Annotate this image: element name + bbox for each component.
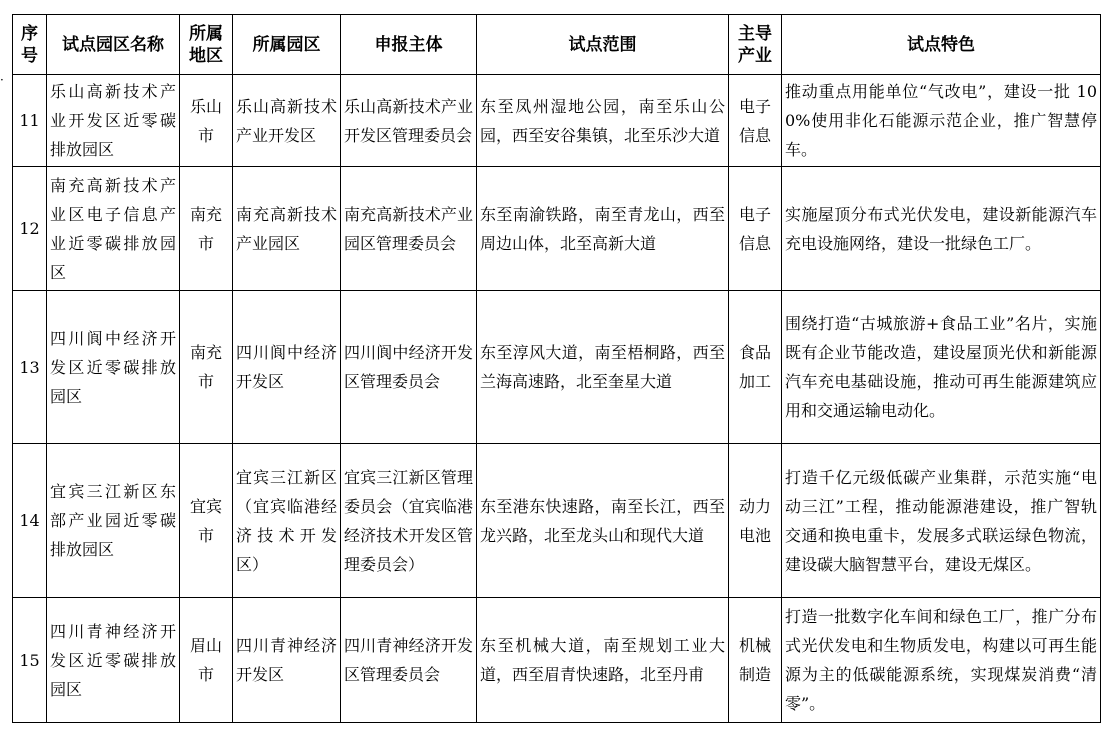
table-row — [13, 75, 1101, 167]
features: 实施屋顶分布式光伏发电，建设新能源汽车充电设施网络，建设一批绿色工厂。 — [782, 167, 1101, 291]
scope: 东至机械大道，南至规划工业大道，西至眉青快速路，北至丹甫 — [477, 598, 729, 723]
header-industry: 主导产业 — [729, 15, 782, 75]
header-features: 试点特色 — [782, 15, 1101, 75]
applicant: 南充高新技术产业园区管理委员会 — [341, 167, 477, 291]
park: 四川青神经济开发区 — [233, 598, 341, 723]
region: 南充市 — [180, 167, 233, 291]
industry: 电子信息 — [729, 167, 782, 291]
row-num: 12 — [13, 167, 47, 291]
row-num: 13 — [13, 291, 47, 444]
region: 眉山市 — [180, 598, 233, 723]
header-num: 序号 — [13, 15, 47, 75]
header-scope: 试点范围 — [477, 15, 729, 75]
margin-mark: · — [0, 73, 4, 87]
industry: 电子信息 — [729, 75, 782, 167]
park-name: 四川阆中经济开发区近零碳排放园区 — [47, 291, 180, 444]
park: 乐山高新技术产业开发区 — [233, 75, 341, 167]
park-name: 四川青神经济开发区近零碳排放园区 — [47, 598, 180, 723]
table-header-row — [13, 15, 1101, 75]
scope: 东至淳风大道，南至梧桐路，西至兰海高速路，北至奎星大道 — [477, 291, 729, 444]
applicant: 四川阆中经济开发区管理委员会 — [341, 291, 477, 444]
applicant: 宜宾三江新区管理委员会（宜宾临港经济技术开发区管理委员会） — [341, 444, 477, 598]
features: 围绕打造“古城旅游+食品工业”名片，实施既有企业节能改造，建设屋顶光伏和新能源汽车充电基础设施，推动可再生能源建筑应用和交通运输电动化。 — [782, 291, 1101, 444]
features: 打造千亿元级低碳产业集群，示范实施“电动三江”工程，推动能源港建设，推广智轨交通和换电重卡，发展多式联运绿色物流，建设碳大脑智慧平台，建设无煤区。 — [782, 444, 1101, 598]
scope: 东至凤州湿地公园，南至乐山公园，西至安谷集镇，北至乐沙大道 — [477, 75, 729, 167]
scope: 东至南渝铁路，南至青龙山，西至周边山体，北至高新大道 — [477, 167, 729, 291]
table-row — [13, 167, 1101, 291]
industry: 动力电池 — [729, 444, 782, 598]
park-name: 乐山高新技术产业开发区近零碳排放园区 — [47, 75, 180, 167]
scope: 东至港东快速路，南至长江，西至龙兴路，北至龙头山和现代大道 — [477, 444, 729, 598]
region: 宜宾市 — [180, 444, 233, 598]
region: 乐山市 — [180, 75, 233, 167]
row-num: 11 — [13, 75, 47, 167]
industry: 机械制造 — [729, 598, 782, 723]
park: 宜宾三江新区（宜宾临港经济技术开发区） — [233, 444, 341, 598]
applicant: 四川青神经济开发区管理委员会 — [341, 598, 477, 723]
table-row — [13, 598, 1101, 723]
pilot-parks-table — [12, 14, 1101, 723]
header-region: 所属地区 — [180, 15, 233, 75]
industry: 食品加工 — [729, 291, 782, 444]
park-name: 宜宾三江新区东部产业园近零碳排放园区 — [47, 444, 180, 598]
row-num: 15 — [13, 598, 47, 723]
park: 南充高新技术产业园区 — [233, 167, 341, 291]
features: 推动重点用能单位“气改电”，建设一批 100%使用非化石能源示范企业，推广智慧停车。 — [782, 75, 1101, 167]
table-row — [13, 444, 1101, 598]
header-park: 所属园区 — [233, 15, 341, 75]
park: 四川阆中经济开发区 — [233, 291, 341, 444]
row-num: 14 — [13, 444, 47, 598]
header-name: 试点园区名称 — [47, 15, 180, 75]
applicant: 乐山高新技术产业开发区管理委员会 — [341, 75, 477, 167]
features: 打造一批数字化车间和绿色工厂，推广分布式光伏发电和生物质发电，构建以可再生能源为主的低碳能源系统，实现煤炭消费“清零”。 — [782, 598, 1101, 723]
region: 南充市 — [180, 291, 233, 444]
park-name: 南充高新技术产业区电子信息产业近零碳排放园区 — [47, 167, 180, 291]
table-row — [13, 291, 1101, 444]
header-applicant: 申报主体 — [341, 15, 477, 75]
